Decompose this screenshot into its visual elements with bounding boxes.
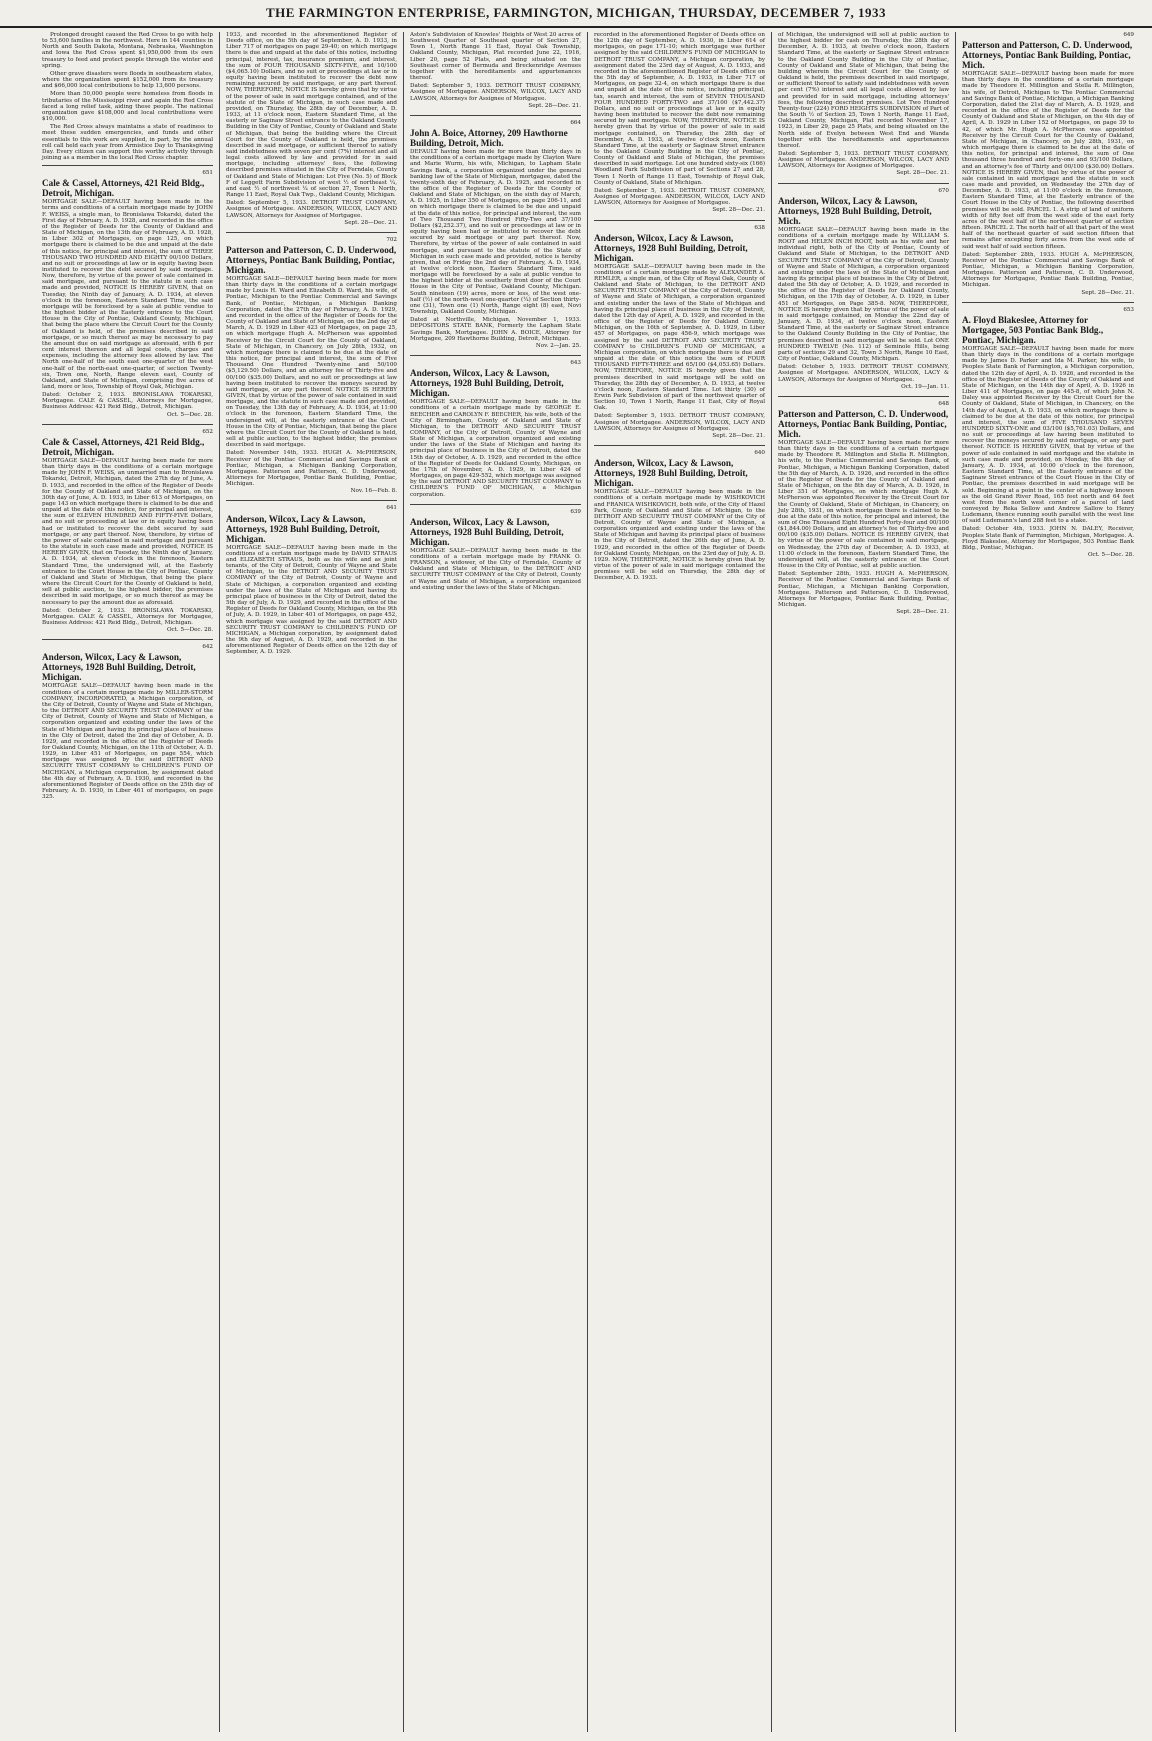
notice-dates: Oct. 5—Dec. 28. (166, 411, 213, 418)
notice-body: MORTGAGE SALE—DEFAULT having been made for more than thirty days in the conditions of a certain mortgage made by JOHN F. WEISS, an unmarried man to Bronislawa Tokarski, Detroit, Michigan, dated the 27th day of June, A. D. 1933, and recorded in the office of the Register of Deeds for the County of Oakland and State of Michigan, on the 30th day of June, A. D. 1933, in Liber 613 of Mortgages, on page 143 on which mortgage there is claimed to be due and unpaid at the date of this notice, for principal and interest, the sum of ELEVEN HUNDRED AND FIFTY-FIVE Dollars, and no suit or proceeding at law or in equity having been had or instituted to recover the debt secured by said mortgage, or any part thereof. Now, therefore, by virtue of the power of sale contained in said mortgage and pursuant to the statute in such case made and provided, NOTICE IS HEREBY GIVEN, that on Tuesday, the Ninth day of January, A. D. 1934, at eleven o'clock in the forenoon, Eastern Standard Time, the undersigned will, at the Easterly entrance to the Court House in the City of Pontiac, County of Oakland and State of Michigan, that being the place where the Circuit Court for the County of Oakland is held, sell at public auction, to the highest bidder, the premises described in said mortgage, or so much thereof as may be necessary to pay the amount due as aforesaid. (42, 457, 213, 606)
column-4 (588, 32, 772, 1732)
notice-heading: Anderson, Wilcox, Lacy & Lawson, Attorneys, 1928 Buhl Building, Detroit, Michigan. (226, 513, 380, 544)
notice-number: 702 (386, 236, 397, 243)
notice-rule (594, 445, 765, 446)
notice-heading: Anderson, Wilcox, Lacy & Lawson, Attorneys, 1928 Buhl Building, Detroit, Michigan. (410, 516, 564, 547)
notice-rule (226, 500, 397, 501)
notice-dates: Sept. 28—Dec. 21. (712, 207, 765, 214)
notice-rule (410, 115, 581, 116)
notice-dates: Nov. 2—Jan. 25. (535, 342, 581, 349)
masthead: THE FARMINGTON ENTERPRISE, FARMINGTON, MICHIGAN, THURSDAY, DECEMBER 7, 1933 (0, 0, 1152, 28)
notice-number: 649 (1123, 32, 1134, 38)
notice-rule (962, 302, 1134, 303)
notice-list (226, 32, 397, 655)
legal-notice (594, 450, 765, 582)
notice-number: 641 (386, 505, 397, 512)
notice-dates: Oct. 19—Jan. 11. (901, 383, 949, 390)
notice-signature: Dated: September 28th, 1933. HUGH A. McPHERSON, Receiver of the Pontiac Commercial and Savings Bank of Pontiac, Michigan, a Michigan Banking Corporation, Mortgagee. Patterson and Patterson, C. D. Underwood, Attorneys for Mortgagee, Pontiac Bank Building, Pontiac, Michigan. (778, 571, 949, 609)
legal-notice (42, 429, 213, 634)
notice-signature: Dated: September 5, 1933. DETROIT TRUST COMPANY, Assignee of Mortgagee. ANDERSON, WILCOX, LACY AND LAWSON, Attorneys for Assignee of Mortgagee. (778, 150, 949, 170)
notice-rule (778, 396, 949, 397)
notice-number: 643 (570, 360, 581, 367)
notice-dates: Sept. 28—Dec. 21. (528, 102, 581, 109)
legal-notice (410, 509, 581, 591)
notice-body: of Michigan, the undersigned will sell at public auction to the highest bidder for cash on Thursday, the 28th day of December, A. D. 1933, at twelve o'clock noon, Eastern Standard Time, at the easterly or Saginaw Street entrance to the Oakland County Building in the City of Pontiac, County of Oakland and State of Michigan, that being the building wherein the Circuit Court for the County of Oakland is held, the premises described in said mortgage, or sufficient thereof to satisfy said indebtedness with seven per cent (7%) interest and all legal costs allowed by law and provided for in said mortgage, including attorneys' fees, the following described premises. Lot Two Hundred Twenty-four (224) FORD HEIGHTS SUBDIVISION of Part of the South ½ of Section 25, Town 1 North, Range 11 East, Oakland County, Michigan, Plat recorded November 17, 1923, in Liber 29, page 25 Plats, and being situated on the North side of Evelyn between West End and Wanda together with the hereditaments and appurtenances thereof. (778, 32, 949, 149)
notice-heading: John A. Boice, Attorney, 209 Hawthorne Building, Detroit, Mich. (410, 128, 568, 149)
notice-number: 639 (570, 508, 581, 515)
notice-dates: Oct. 5—Dec. 28. (1087, 552, 1134, 559)
legal-notice (42, 170, 213, 418)
notice-number: 652 (202, 428, 213, 435)
notice-body: MORTGAGE SALE—DEFAULT having been made in the conditions of a certain mortgage made by DAVID STRAUS and ELIZABETH STRAUS, both as his wife and as joint tenants, of the City of Detroit, County of Wayne and State of Michigan, to the DETROIT AND SECURITY TRUST COMPANY of the City of Detroit, County of Wayne and State of Michigan, a corporation organized and existing under the laws of the State of Michigan and having its principal place of business in the City of Detroit, dated the 5th day of July, A. D. 1929, and recorded in the office of the Register of Deeds for Oakland County, Michigan, on the 9th of July, A. D. 1929, in Liber 401 of Mortgages, on page 452, which mortgage was assigned by the said DETROIT AND SECURITY TRUST COMPANY to CHILDREN'S FUND OF MICHIGAN, a Michigan corporation, by assignment dated the 9th day of August, A. D. 1929, and recorded in the aforementioned Register of Deeds office on the 12th day of September, A. D. 1929. (226, 544, 397, 656)
notice-body: MORTGAGE SALE—DEFAULT having been made for more than thirty days in the conditions of a certain mortgage made by James D. Parker and Ida M. Parker, his wife, to Peoples State Bank of Farmington, a Michigan corporation, dated the 12th day of April, A. D. 1926, and recorded in the office of the Register of Deeds of the County of Oakland and State of Michigan, on the 14th day of April, A. D. 1926 in Liber 411 of Mortgages, on page 445-8, of which John N. Daley was appointed Receiver by the Circuit Court for the County of Oakland, State of Michigan, in Chancery, on the 14th day of August, A. D. 1933, on which mortgage there is claimed to be due at the date of this notice, for principal and interest, the sum of FIVE THOUSAND SEVEN HUNDRED SIXTY-ONE and 03/100 ($5,761.03) Dollars, and no suit or proceedings at law having been instituted to recover the moneys secured by said mortgage, or any part thereof. NOTICE IS HEREBY GIVEN, that by virtue of the power of sale contained in said mortgage and the statute in such case made and provided, on Monday, the 8th day of January, A. D. 1934, at 10:00 o'clock in the forenoon, Eastern Standard Time, at the Easterly entrance of the Saginaw Street entrance of the Court House in the City of Pontiac, the premises described in said mortgage will be sold. Beginning at a point in the center of a highway known as the old Grand River Road, 165 feet north and 64 feet west from the north west corner of a parcel of land conveyed by Reka Sellow and Andrew Sallow to Henry Ludemann, thence running south parallel with the west line of said Ludemann's land 288 feet to a stake. (962, 345, 1134, 525)
notice-body: DEFAULT having been made for more than thirty days in the conditions of a certain mortgage made by Clayton Ware and Marie Wurm, his wife, Michigan, to Lapham State Savings Bank, a corporation organized under the general banking law of the State of Michigan, mortgagee, dated the twenty-sixth day of February, A. D. 1925, and recorded in the office of the Register of Deeds for the County of Oakland and State of Michigan, on the sixth day of March, A. D. 1925, in Liber 350 of Mortgages, on page 206-11, and on which mortgage there is claimed to be due and unpaid at the date of this notice, for principal and interest, the sum of Two Thousand Two Hundred Fifty-Two and 37/100 Dollars ($2,252.37), and no suit or proceedings at law or in equity having been had or instituted to recover the debt secured by said mortgage or any part thereof. Now, Therefore, by virtue of the power of sale contained in said mortgage, and pursuant to the statute of the State of Michigan in such case made and provided, notice is hereby given, that on Friday the 2nd day of February, A. D. 1934, at twelve o'clock noon, Eastern Standard Time, said mortgage will be foreclosed by a sale at public vendue to the highest bidder at the southerly front door of the Court House in the City of Pontiac, Oakland County, Michigan. South nineteen (19) acres, more or less, of the west one-half (½) of the north-west one-quarter (¼) of Section thirty-one (31), Town one (1) North, Range eight (8) east, Novi Township, Oakland County, Michigan. (410, 149, 581, 316)
legal-notice (226, 237, 397, 495)
notice-rule (594, 220, 765, 221)
notice-dates: Sept. 28—Dec. 21. (712, 432, 765, 439)
notice-heading: Cale & Cassel, Attorneys, 421 Reid Bldg., Detroit, Michigan. (42, 436, 205, 457)
notice-heading: Anderson, Wilcox, Lacy & Lawson, Attorneys, 1928 Buhl Building, Detroit, Mich. (778, 195, 932, 226)
notice-signature: Dated: October 2, 1933. BRONISLAWA TOKARSKI, Mortgagee. CALE & CASSEL, Attorneys for Mortgagee, Business Address: 421 Reid Bldg., Detroit, Michigan. (42, 392, 213, 411)
legal-notice (778, 32, 949, 177)
notice-number: 640 (754, 450, 765, 457)
notice-heading: Anderson, Wilcox, Lacy & Lawson, Attorneys, 1928 Buhl Building, Detroit, Michigan. (42, 652, 196, 683)
column-6 (956, 32, 1140, 1732)
notice-heading: A. Floyd Blakeslee, Attorney for Mortgagee, 503 Pontiac Bank Bldg., Pontiac, Michigan. (962, 314, 1104, 345)
notice-number: 651 (202, 170, 213, 177)
notice-dates: Sept. 28—Dec. 21. (896, 609, 949, 616)
notice-heading: Patterson and Patterson, C. D. Underwood, Attorneys, Pontiac Bank Building, Pontiac, Michigan. (226, 245, 397, 275)
notice-body: Aston's Subdivision of Knowles' Heights of West 20 acres of Southwest Quarter of Southeast quarter of Section 27, Town 1, North Range 11 East, Royal Oak Township, Oakland County, Michigan, Plat recorded June 22, 1916, Liber 20, page 52 Plats, and being situated on the Southeast corner of Bermuda and Breckenridge Avenues together with the hereditaments and appurtenances thereof. (410, 32, 581, 82)
notice-rule (410, 504, 581, 505)
notice-body: MORTGAGE SALE—DEFAULT having been made for more than thirty days in the conditions of a certain mortgage made by Theodore H. Millington and Stella R. Millington, his wife, of Detroit, Michigan to The Pontiac Commercial and Savings Bank of Pontiac, Michigan, a Michigan Banking Corporation, dated the 21st day of March, A. D. 1929, and recorded in the office of the Register of Deeds for the County of Oakland and State of Michigan, on the 4th day of April, A. D. 1929 in Liber 152 of Mortgages, on page 39 to 42, of which Mr. Hugh A. McPherson was appointed Receiver by the Circuit Court for the County of Oakland, State of Michigan, in Chancery, on July 28th, 1931, on which mortgage there is claimed to be due at the date of this notice, for principal and interest, the sum of One thousand three hundred and forty-one and 93/100 Dollars, and an attorney's fee of Thirty and 00/100 ($30.00) Dollars. NOTICE IS HEREBY GIVEN, that by virtue of the power of sale contained in said mortgage and the statute in such case made and provided, on Wednesday the 27th day of December, A. D. 1933, at 11:00 o'clock in the forenoon, Eastern Standard Time, at the Easterly entrance of the Court House in the City of Pontiac, the following described premises will be sold. PARCEL 1. A strip of land of uniform width of fifty feet off from the west side of the east forty acres of the west half of the northwest quarter of section fifteen. PARCEL 2. The north half of all that part of the west half of the northeast quarter of said section fifteen that remains after excepting forty acres from the west side of said west half of said section fifteen. (962, 71, 1134, 250)
legal-notice-columns (36, 32, 1140, 1732)
legal-notice (778, 401, 949, 616)
notice-signature: Dated: September 28th, 1933. HUGH A. McPHERSON, Receiver of the Pontiac Commercial and Savings Bank of Pontiac, Michigan, a Michigan Banking Corporation, Mortgagee. Patterson and Patterson, C. D. Underwood, Attorneys for Mortgagee, Pontiac Bank Building, Pontiac, Michigan. (962, 251, 1134, 289)
column-3 (404, 32, 588, 1732)
column-2 (220, 32, 404, 1732)
notice-signature: Dated: September 5, 1933. DETROIT TRUST COMPANY, Assignee of Mortgagee. ANDERSON, WILCOX, LACY AND LAWSON, Attorneys for Assignee of Mortgagee. (594, 187, 765, 207)
article-paragraph: Prolonged drought caused the Red Cross to go with help to 53,600 families in the northwest. Here in 144 counties in North and South Dakota, Montana, Nebraska, Washington and Iowa the Red Cross spent $1,950,000 from its own treasury to feed and protect people through the winter and spring. (42, 32, 213, 69)
notice-body: MORTGAGE SALE—DEFAULT having been made in the conditions of a certain mortgage made by GEORGE E. BEECHER and CAROLYN F. BEECHER, his wife, both of the City of Birmingham, County of Oakland and State of Michigan, to the DETROIT AND SECURITY TRUST COMPANY, of the City of Detroit, County of Wayne and State of Michigan, a corporation organized and existing under the laws of the State of Michigan and having its principal place of business in the City of Detroit, dated the 15th day of October, A. D. 1929, and recorded in the office of the Register of Deeds for Oakland County, Michigan, on the 17th of November, A. D. 1929, in Liber 424 of Mortgages, on page 429-552, which mortgage was assigned by the said DETROIT AND SECURITY TRUST COMPANY to CHILDREN'S FUND OF MICHIGAN, a Michigan corporation. (410, 399, 582, 498)
article-paragraph: Other grave disasters were floods in southeastern states, where the organization spent $152,000 from its treasury and $66,000 local contributions to help 13,600 persons. (42, 70, 213, 90)
notice-body: recorded in the aforementioned Register of Deeds office on the 12th day of September, A. D. 1930, in Liber 614 of mortgages, on page 171-10; which mortgage was further assigned by the said CHILDREN'S FUND OF MICHIGAN to DETROIT TRUST COMPANY, a Michigan corporation, by assignment dated the 23rd day of August, A. D. 1933, and recorded in the aforementioned Register of Deeds office on the 5th day of September, A. D. 1933, in Liber 717 of Mortgages, on page 32-4, on which mortgage there is due and unpaid at the date of this notice, including principal, tax, search and interest, the sum of SEVEN THOUSAND FOUR HUNDRED FORTY-TWO and 37/100 ($7,442.37) Dollars, and no suit or proceedings at law or in equity having been instituted to recover the debt now remaining secured by said mortgage. NOW, THEREFORE, NOTICE IS hereby given that by virtue of the power of sale in said mortgage contained, on Thursday, the 28th day of December, A. D. 1933, at twelve o'clock noon, Eastern Standard Time, at the easterly or Saginaw Street entrance to the Oakland County Building in the City of Pontiac, County of Oakland and State of Michigan, the premises described in said mortgage. Lot one hundred sixty-six (166) Woodland Park Subdivision of part of Sections 27 and 28, Town 1 North of Range 11 East, Township of Royal Oak, County of Oakland, State of Michigan. (594, 32, 765, 186)
notice-number: 653 (1123, 306, 1134, 313)
notice-rule (778, 183, 949, 184)
article-paragraph: The Red Cross always maintains a state of readiness to meet these sudden emergencies, and funds and other essentials to this work are supplied, in part, by the annual roll call held each year from Armistice Day to Thanksgiving Day. Every citizen can support this worthy activity through joining as a member in the local Red Cross chapter. (42, 124, 213, 161)
notice-body: MORTGAGE SALE—DEFAULT having been made in the conditions of a certain mortgage made by MILLER-STORM COMPANY, INCORPORATED, a Michigan corporation, of the City of Detroit, County of Wayne and State of Michigan, to the DETROIT AND SECURITY TRUST COMPANY of the City of Detroit, County of Wayne and State of Michigan, a corporation organized and existing under the laws of the State of Michigan and having its principal place of business in the City of Detroit, dated the 2nd day of October, A. D. 1929, and recorded in the office of the Register of Deeds for Oakland County, Michigan, on the 11th of October, A. D. 1929, in Liber 451 of Mortgages, on page 554, which mortgage was assigned by the said DETROIT AND SECURITY TRUST COMPANY to CHILDREN'S FUND OF MICHIGAN, a Michigan corporation, by assignment dated the 4th day of February, A. D. 1930, and recorded in the aforementioned Register of Deeds office on the 25th day of February, A. D. 1930, in Liber 461 of mortgages, on page 325. (42, 683, 213, 801)
notice-heading: Anderson, Wilcox, Lacy & Lawson, Attorneys, 1928 Buhl Building, Detroit, Michigan. (594, 232, 748, 263)
notice-list (962, 32, 1134, 558)
notice-list (778, 32, 949, 615)
legal-notice (962, 307, 1134, 558)
notice-dates: Nov. 16—Feb. 8. (350, 488, 397, 495)
notice-body: 1933, and recorded in the aforementioned Register of Deeds office, on the 5th day of September, A. D. 1933, in Liber 717 of mortgages on page 29-40; on which mortgage there is due and unpaid at the date of this notice, including principal, interest, tax, insurance premium, and interest, the sum of FOUR THOUSAND SIXTY-FIVE, and 10/100 ($4,065.10) Dollars, and no suit or proceedings at law or in equity having been instituted to recover the debt now remaining secured by said mortgage, or any part thereof. NOW, THEREFORE, NOTICE IS hereby given that by virtue of the power of sale in said mortgage contained, and of the statute of the State of Michigan, in such case made and provided, on Thursday, the 28th day of December, A. D. 1933, at 11 o'clock noon, Eastern Standard Time, at the easterly or Saginaw Street entrance to the Oakland County Building in the City of Pontiac, County of Oakland and State of Michigan, that being the building where the Circuit Court for the County of Oakland is held, the premises described in said mortgage, or sufficient thereof to satisfy said indebtedness with seven per cent (7%) interest and all legal costs allowed by law and provided for in said mortgage, including attorneys' fees, the following described premises situated in the City of Ferndale, County of Oakland and State of Michigan: Lot Five (No. 5) of Block F of Leggett Farm Subdivision of west ½ of northeast ¼, and east ½ of northwest ¼ of section 27, Town 1 North, Range 11 East, Royal Oak Twp., Oakland County, Michigan. (226, 32, 397, 199)
red-cross-article (42, 32, 213, 161)
notice-body: MORTGAGE SALE—DEFAULT having been made in the conditions of a certain mortgage made by WISHKOVICH and FRANICA WISHKOVICH, both wife, of the City of Hazel Park, County of Oakland and State of Michigan, to the DETROIT AND SECURITY TRUST COMPANY of the City of Detroit, County of Wayne and State of Michigan, a corporation organized and existing under the laws of the State of Michigan and having its principal place of business in the City of Detroit, dated the 26th day of June, A. D. 1929, and recorded in the office of the Register of Deeds for Oakland County, Michigan, on the 23rd day of July, A. D. 1929. NOW, THEREFORE, NOTICE is hereby given that by virtue of the power of sale in said mortgage contained the premises will be sold on Thursday, the 28th day of December, A. D. 1933. (594, 489, 765, 582)
notice-list (594, 32, 765, 582)
notice-rule (42, 424, 213, 425)
notice-rule (410, 355, 581, 356)
column-rule (42, 165, 213, 166)
notice-body: MORTGAGE SALE—DEFAULT having been made for more than thirty days in the conditions of a certain mortgage made by Louis H. Ward and Elizabeth D. Ward, his wife, of Pontiac, Michigan to the Pontiac Commercial and Savings Bank, of Pontiac, Michigan, a Michigan Banking Corporation, dated the 27th day of February, A. D. 1929, and recorded in the office of the Register of Deeds for the County of Oakland and State of Michigan, on the 2nd day of March, A. D. 1929 in Liber 423 of Mortgages, on page 25, on which mortgage Hugh A. McPherson was appointed Receiver by the Circuit Court for the County of Oakland, State of Michigan, in Chancery, on July 28th, 1932, on which mortgage there is claimed to be due at the date of this notice, for principal and interest, the sum of Five Thousand One Hundred Twenty-nine and 50/100 ($5,129.50) Dollars, and an attorney fee of Thirty-five and 00/100 ($35.00) Dollars, and no suit or proceedings at law having been instituted to recover the moneys secured by said mortgage, or any part thereof. NOTICE IS HEREBY GIVEN, that by virtue of the power of sale contained in said mortgage, and the statute in such case made and provided, on Tuesday, the 13th day of February, A. D. 1934, at 11:00 o'clock in the forenoon, Eastern Standard Time, the undersigned will, at the easterly entrance of the Court House in the City of Pontiac, Michigan, that being the place where the Circuit Court for the County of Oakland is held, sell at public auction, to the highest bidder, the premises described in said mortgage. (226, 276, 397, 449)
notice-dates: Oct. 5—Dec. 28. (166, 627, 213, 634)
notice-signature: Dated at Northville, Michigan, November 1, 1933. DEPOSITORS STATE BANK, Formerly the Lapham State Savings Bank, Mortgagee. JOHN A. BOICE, Attorney for Mortgagee, 209 Hawthorne Building, Detroit, Michigan. (410, 317, 581, 342)
notice-signature: Dated: October 5, 1933. DETROIT TRUST COMPANY, Assignee of Mortgagee. ANDERSON, WILCOX, LACY & LAWSON, Attorneys for Assignee of Mortgagee. (778, 364, 949, 383)
legal-notice (410, 360, 581, 498)
notice-rule (226, 232, 397, 233)
legal-notice (226, 32, 397, 226)
notice-dates: Sept. 28—Dec. 21. (896, 170, 949, 177)
legal-notice (42, 644, 213, 800)
notice-signature: Dated: October 4th, 1933. JOHN N. DALEY, Receiver, Peoples State Bank of Farmington, Michigan, Mortgagee. A. Floyd Blakeslee, Attorney for Mortgagee, 503 Pontiac Bank Bldg., Pontiac, Michigan. (962, 526, 1134, 551)
notice-list (410, 32, 581, 591)
notice-body: MORTGAGE SALE—DEFAULT having been made for more than thirty days in the conditions of a certain mortgage made by Theodore R. Millington and Stella R. Millington, his wife, to the Pontiac Commercial and Savings Bank, of Pontiac, Michigan, a Michigan Banking Corporation, dated the 5th day of March, A. D. 1926, and recorded in the office of the Register of Deeds for the County of Oakland and State of Michigan, on the 8th day of March, A. D. 1926, in Liber 351 of Mortgages, on which mortgage Hugh A. McPherson was appointed Receiver by the Circuit Court for the County of Oakland, State of Michigan, in Chancery, on July 28th, 1931, on which mortgage there is claimed to be due at the date of this notice, for principal and interest, the sum of One Thousand Eight Hundred Forty-four and 00/100 ($1,844.00) Dollars, and an attorney's fee of Thirty-five and 00/100 ($35.00) Dollars. NOTICE IS HEREBY GIVEN, that by virtue of the power of sale contained in said mortgage, on Wednesday, the 27th day of December, A. D. 1933, at 11:00 o'clock in the forenoon, Eastern Standard Time, the undersigned will, at the easterly entrance of the Court House in the City of Pontiac, sell at public auction. (778, 439, 949, 570)
notice-signature: Dated: September 5, 1933. DETROIT TRUST COMPANY, Assignee of Mortgagee. ANDERSON, WILCOX, LACY AND LAWSON, Attorneys for Assignee of Mortgagee. (410, 83, 581, 102)
column-1 (36, 32, 220, 1732)
notice-signature: Dated: September 5, 1933. DETROIT TRUST COMPANY, Assignee of Mortgagee. ANDERSON, WILCOX, LACY AND LAWSON, Attorneys for Assignee of Mortgagee. (594, 413, 765, 432)
article-paragraph: More than 50,000 people were homeless from floods in tributaries of the Mississippi river and again the Red Cross faced a long relief task, aiding these people. The national organization gave $108,000 and local contributions were $10,000. (42, 91, 213, 123)
notice-body: MORTGAGE SALE—DEFAULT having been made in the conditions of a certain mortgage made by FRANK O. FRANSON, a widower, of the City of Ferndale, County of Oakland and State of Michigan, to the DETROIT AND SECURITY TRUST COMPANY of the City of Detroit, County of Wayne and State of Michigan, a corporation organized and existing under the laws of the State of Michigan. (410, 547, 581, 591)
notice-signature: Dated: October 2, 1933. BRONISLAWA TOKARSKI, Mortgagee. CALE & CASSEL, Attorneys for Mortgagee, Business Address: 421 Reid Bldg., Detroit, Michigan. (42, 607, 213, 626)
legal-notice (962, 32, 1134, 296)
legal-notice (226, 505, 397, 655)
notice-number: 638 (754, 224, 765, 231)
notice-heading: Cale & Cassel, Attorneys, 421 Reid Bldg., Detroit, Michigan. (42, 178, 205, 199)
notice-heading: Patterson and Patterson, C. D. Underwood, Attorneys, Pontiac Bank Building, Pontiac, Mich. (778, 408, 949, 439)
notice-number: 642 (202, 644, 213, 651)
notice-heading: Anderson, Wilcox, Lacy & Lawson, Attorneys, 1928 Buhl Building, Detroit, Michigan. (594, 458, 748, 489)
notice-signature: Dated: November 14th, 1933. HUGH A. McPHERSON, Receiver of the Pontiac Commercial and Savings Bank of Pontiac, Michigan, a Michigan Banking Corporation, Mortgagee. Patterson and Patterson, C. D. Underwood, Attorneys for Mortgagee, Pontiac Bank Building, Pontiac, Michigan. (226, 450, 397, 488)
notice-dates: Sept. 28—Dec. 21. (1081, 289, 1134, 296)
notice-body: MORTGAGE SALE—DEFAULT having been made in the conditions of a certain mortgage made by ALEXANDER A. REMLER, a single man, of the City of Royal Oak, County of Oakland and State of Michigan, to the DETROIT AND SECURITY TRUST COMPANY of the City of Detroit, County of Wayne and State of Michigan, a corporation organized and existing under the laws of the State of Michigan and having its principal place of business in the City of Detroit, dated the 12th day of April, A. D. 1929, and recorded in the office of the Register of Deeds for Oakland County, Michigan, on the 16th of September, A. D. 1929, in Liber 457 of Mortgages, on page 456-9, which mortgage was assigned by the said DETROIT AND SECURITY TRUST COMPANY to CHILDREN'S FUND OF MICHIGAN, a Michigan corporation, on which mortgage there is due and unpaid at the date of this notice the sum of FOUR THOUSAND FIFTY-THREE and 65/100 ($4,053.65) Dollars. NOW, THEREFORE, NOTICE IS hereby given that the premises described in said mortgage will be sold on Thursday, the 28th day of December, A. D. 1933, at twelve o'clock noon, Eastern Standard Time. Lot thirty (30) of Erwin Park Subdivision of part of the northwest quarter of Section 10, Town 1 North, Range 11 East, City of Royal Oak. (594, 263, 765, 412)
notice-number: 648 (938, 400, 949, 407)
notice-dates: Sept. 28—Dec. 21. (344, 219, 397, 226)
notice-body: MORTGAGE SALE—DEFAULT having been made in the terms and conditions of a certain mortgage made by JOHN F. WEISS, a single man, to Bronislawa Tokarski, dated the First day of February, A. D. 1928, and recorded in the office of the Register of Deeds for the County of Oakland and State of Michigan, on the 13th day of February, A. D. 1928, in Liber 302 of Mortgages, on page 125, on which mortgage there is claimed to be due and unpaid at the date of this notice, for principal and interest, the sum of THREE THOUSAND TWO HUNDRED AND EIGHTY 00/100 Dollars, and no suit or proceedings at law or in equity having been instituted to recover the debt secured by said mortgage. Now, therefore, by virtue of the power of sale contained in said mortgage, and pursuant to the statute in such case made and provided, NOTICE IS HEREBY GIVEN, that on Tuesday, the Ninth day of January, A. D. 1934, at eleven o'clock in the forenoon, Eastern Standard Time, the said mortgage will be foreclosed by a sale at public vendue to the highest bidder at the Easterly entrance to the Court House in the City of Pontiac, Oakland County, Michigan, that being the place where the Circuit Court for the County of Oakland is held, of the premises described in said mortgage, or so much thereof as may be necessary to pay the amount due on said mortgage as aforesaid, with 6 per cent interest thereon and all legal costs, charges and expenses, including the attorney fees allowed by law. The North one-half of the south east one-quarter of the west one-half of the north-east one-quarter, of section Twenty-six, Town one, North, Range eleven east, County of Oakland, and State of Michigan, comprising five acres of land, more or less, Township of Royal Oak, Michigan. (42, 199, 213, 390)
notice-number: 670 (938, 187, 949, 194)
notice-heading: Patterson and Patterson, C. D. Underwood, Attorneys, Pontiac Bank Building, Pontiac, Mich. (962, 40, 1133, 71)
notice-heading: Anderson, Wilcox, Lacy & Lawson, Attorneys, 1928 Buhl Building, Detroit, Michigan. (410, 368, 564, 399)
column-5 (772, 32, 956, 1732)
notice-rule (42, 639, 213, 640)
legal-notice (594, 225, 765, 440)
notice-number: 664 (570, 119, 581, 126)
notice-signature: Dated: September 5, 1933. DETROIT TRUST COMPANY, Assignee of Mortgagee. ANDERSON, WILCOX, LACY AND LAWSON, Attorneys for Assignee of Mortgagee. (226, 200, 397, 219)
notice-list (42, 170, 213, 800)
legal-notice (410, 32, 581, 109)
legal-notice (778, 188, 949, 390)
notice-body: MORTGAGE SALE—DEFAULT having been made in the conditions of a certain mortgage made by WILLIAM S. ROOT and HELEN INCH ROOT, both as his wife and her individual right, both of the City of Pontiac, County of Oakland and State of Michigan, to the DETROIT AND SECURITY TRUST COMPANY of the City of Detroit, County of Wayne and State of Michigan, a corporation organized and existing under the laws of the State of Michigan and having its principal place of business in the City of Detroit, dated the 5th day of October, A. D. 1929, and recorded in the office of the Register of Deeds for Oakland County, Michigan, on the 17th day of October, A. D. 1929, in Liber 451 of Mortgages, on Page 385-8. NOW, THEREFORE, NOTICE IS hereby given that by virtue of the power of sale in said mortgage contained, on Monday the 22nd day of January, A. D. 1934, at twelve o'clock noon, Eastern Standard Time, at the easterly or Saginaw Street entrance to the Oakland County Building in the City of Pontiac, the premises described in said mortgage will be sold. Lot ONE HUNDRED TWELVE (No. 112) of Seminole Hills, being parts of sections 29 and 32, Town 3 North, Range 10 East, City of Pontiac, Oakland County, Michigan. (778, 226, 949, 363)
legal-notice (594, 32, 765, 214)
legal-notice (410, 120, 581, 349)
